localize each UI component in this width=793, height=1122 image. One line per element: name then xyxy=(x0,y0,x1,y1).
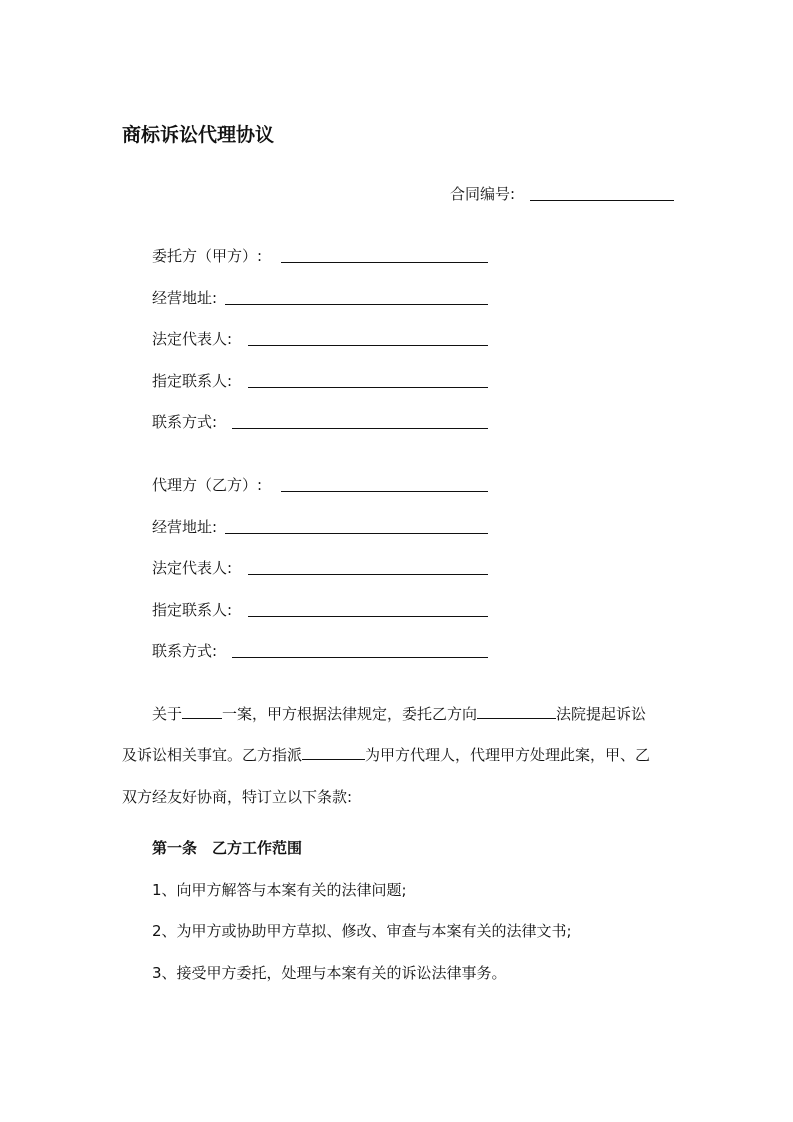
party-b-address-label: 经营地址: xyxy=(152,518,218,536)
intro-line-2-part-b: 为甲方代理人，代理甲方处理此案，甲、乙 xyxy=(365,746,651,764)
case-name-blank[interactable] xyxy=(182,704,222,719)
intro-line-2-part-a: 及诉讼相关事宜。乙方指派 xyxy=(122,746,303,764)
party-a-contact-method-blank[interactable] xyxy=(232,428,488,429)
party-a-legal-rep-blank[interactable] xyxy=(248,345,488,346)
contract-no-label: 合同编号: xyxy=(450,185,516,203)
party-a-address-blank[interactable] xyxy=(225,304,488,305)
section-1-item: 3、接受甲方委托，处理与本案有关的诉讼法律事务。 xyxy=(152,964,507,982)
court-name-blank[interactable] xyxy=(477,704,556,719)
party-b-contact-person-label: 指定联系人: xyxy=(152,601,233,619)
section-1-heading: 第一条 乙方工作范围 xyxy=(152,839,303,857)
party-b-contact-method-label: 联系方式: xyxy=(152,642,218,660)
party-a-address-label: 经营地址: xyxy=(152,289,218,307)
intro-line-1 xyxy=(122,704,674,724)
party-b-legal-rep-blank[interactable] xyxy=(248,574,488,575)
contract-no-blank[interactable] xyxy=(530,200,674,201)
section-1-item: 1、向甲方解答与本案有关的法律问题; xyxy=(152,881,407,899)
party-a-contact-person-label: 指定联系人: xyxy=(152,372,233,390)
intro-line-3: 双方经友好协商，特订立以下条款: xyxy=(122,788,353,806)
party-a-legal-rep-label: 法定代表人: xyxy=(152,330,233,348)
party-b-address-blank[interactable] xyxy=(225,533,488,534)
party-a-contact-person-blank[interactable] xyxy=(248,387,488,388)
party-b-name-blank[interactable] xyxy=(281,491,488,492)
agent-name-blank[interactable] xyxy=(302,745,365,760)
intro-line-1-part-b: 一案，甲方根据法律规定，委托乙方向 xyxy=(222,705,478,723)
intro-line-1-part-a: 关于 xyxy=(152,705,183,723)
party-b-contact-person-blank[interactable] xyxy=(248,616,488,617)
section-1-item: 2、为甲方或协助甲方草拟、修改、审查与本案有关的法律文书; xyxy=(152,922,572,940)
intro-line-1-part-c: 法院提起诉讼 xyxy=(556,705,647,723)
party-a-contact-method-label: 联系方式: xyxy=(152,413,218,431)
intro-line-2 xyxy=(122,745,674,765)
party-b-contact-method-blank[interactable] xyxy=(232,657,488,658)
party-a-name-blank[interactable] xyxy=(281,262,488,263)
party-a-heading: 委托方（甲方）: xyxy=(152,247,263,265)
party-b-legal-rep-label: 法定代表人: xyxy=(152,559,233,577)
document-title: 商标诉讼代理协议 xyxy=(122,124,275,146)
party-b-heading: 代理方（乙方）: xyxy=(152,476,263,494)
